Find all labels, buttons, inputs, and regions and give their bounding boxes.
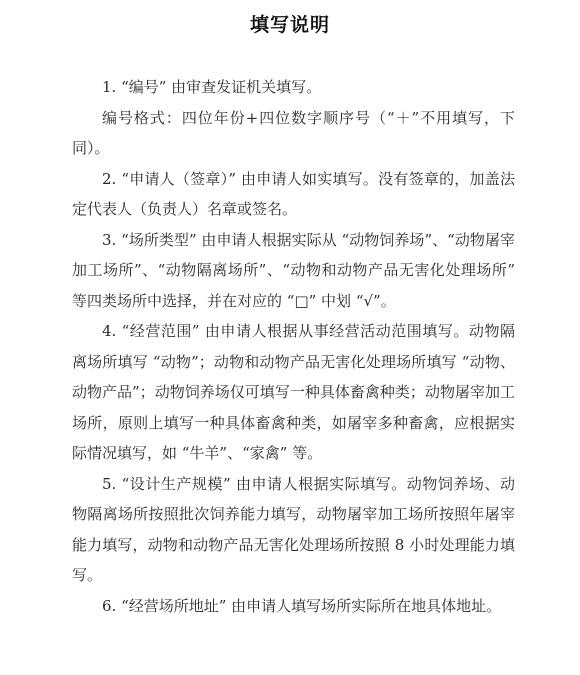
instruction-paragraph-6: 6. “经营场所地址” 由申请人填写场所实际所在地具体地址。 <box>102 596 502 615</box>
instruction-paragraph-1: 1. “编号” 由审查发证机关填写。 <box>102 78 322 96</box>
instruction-paragraph-2: 2. “申请人（签章）” 由申请人如实填写。没有签章的，加盖法定代表人（负责人）名章或签名。 <box>72 169 515 218</box>
instruction-paragraph-3: 3. “场所类型” 由申请人根据实际从 “动物饲养场”、“动物屠宰加工场所”、“动物隔离场所”、“动物和动物产品无害化处理场所” 等四类场所中选择，并在对应的 “□” 中划 “√”。 <box>72 230 515 310</box>
instructions-body <box>72 72 515 621</box>
instruction-paragraph-number-format: 编号格式：四位年份+四位数字顺序号（“＋”不用填写，下同）。 <box>72 108 515 157</box>
instruction-paragraph-5: 5. “设计生产规模” 由申请人根据实际填写。动物饲养场、动物隔离场所按照批次饲养能力填写，动物屠宰加工场所按照年屠宰能力填写，动物和动物产品无害化处理场所按照 8 小时处理能力填写。 <box>72 474 515 584</box>
document-title: 填写说明 <box>249 14 330 36</box>
instruction-paragraph-4: 4. “经营范围” 由申请人根据从事经营活动范围填写。动物隔离场所填写 “动物”；动物和动物产品无害化处理场所填写 “动物、动物产品”；动物饲养场仅可填写一种具体畜禽种类；动物屠宰加工场所，原则上填写一种具体畜禽种类，如屠宰多种畜禽，应根据实际情况填写，如 “牛羊”、“家禽” 等。 <box>72 322 515 462</box>
